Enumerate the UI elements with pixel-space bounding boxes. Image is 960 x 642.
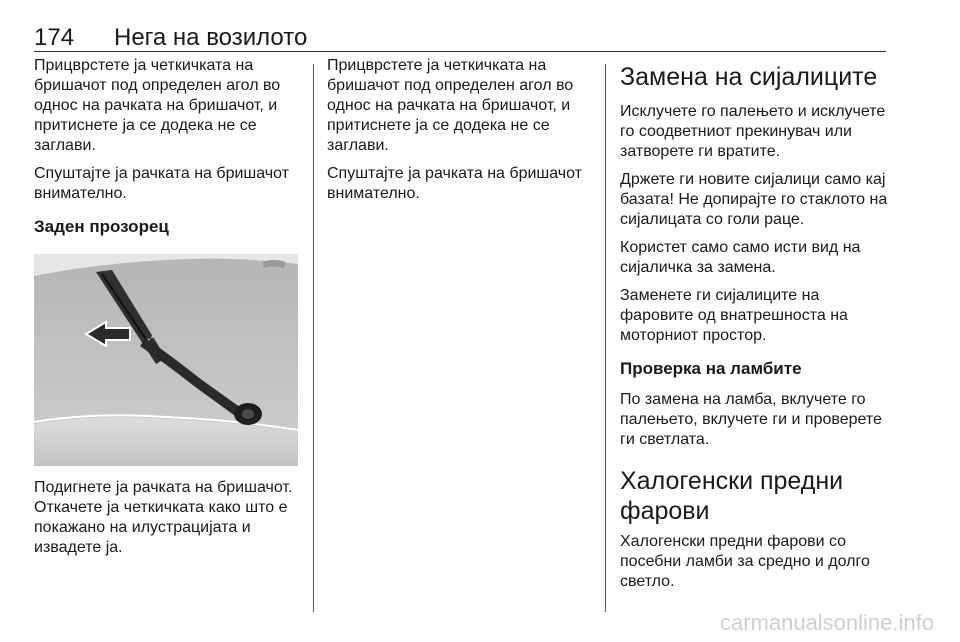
column-middle <box>327 56 592 212</box>
pivot-cap <box>242 409 254 419</box>
column-right <box>620 56 890 600</box>
section-heading-bulb-check: Проверка на ламбите <box>620 359 802 378</box>
running-title: Нега на возилото <box>114 24 308 51</box>
section-heading-rear-window: Заден прозорец <box>34 217 169 236</box>
paragraph: Држете ги новите сијалици само кај базата! Не допирајте го стаклото на сијалицата со голи раце. <box>620 171 888 228</box>
paragraph: Спуштајте ја рачката на бришачот внимателно. <box>327 165 582 202</box>
paragraph: Подигнете ја рачката на бришачот. Откачете ја четкичката како што е покажано на илустрацијата и извадете ја. <box>34 479 293 556</box>
paragraph: Прицврстете ја четкичката на бришачот под определен агол во однос на рачката на бришачот, и притиснете ја се додека не се заглави. <box>34 57 281 154</box>
heading-bulb-replacement: Замена на сијалиците <box>620 63 878 91</box>
watermark: carmanualsonline.info <box>719 610 934 635</box>
page-header <box>34 24 886 52</box>
paragraph: Спуштајте ја рачката на бришачот внимателно. <box>34 165 289 202</box>
heading-halogen-headlights: Халогенски предни фарови <box>620 467 844 525</box>
column-divider-1 <box>313 64 314 612</box>
page-number: 174 <box>34 24 75 51</box>
header-rule <box>34 51 886 52</box>
column-left <box>34 56 306 566</box>
rear-wiper-illustration <box>34 254 298 466</box>
illustration-svg <box>34 254 298 466</box>
paragraph: По замена на ламба, вклучете го палењето, вклучете ги и проверете ги светлата. <box>620 391 882 448</box>
paragraph: Халогенски предни фарови со посебни ламби за средно и долго светло. <box>620 533 870 590</box>
paragraph: Заменете ги сијалиците на фаровите од внатрешноста на моторниот простор. <box>620 287 848 344</box>
column-divider-2 <box>605 64 606 612</box>
paragraph: Прицврстете ја четкичката на бришачот под определен агол во однос на рачката на бришачот, и притиснете ја се додека не се заглави. <box>327 57 574 154</box>
paragraph: Исклучете го палењето и исклучете го соодветниот прекинувач или затворете ги вратите. <box>620 103 886 160</box>
paragraph: Користет само само исти вид на сијаличка за замена. <box>620 239 861 276</box>
